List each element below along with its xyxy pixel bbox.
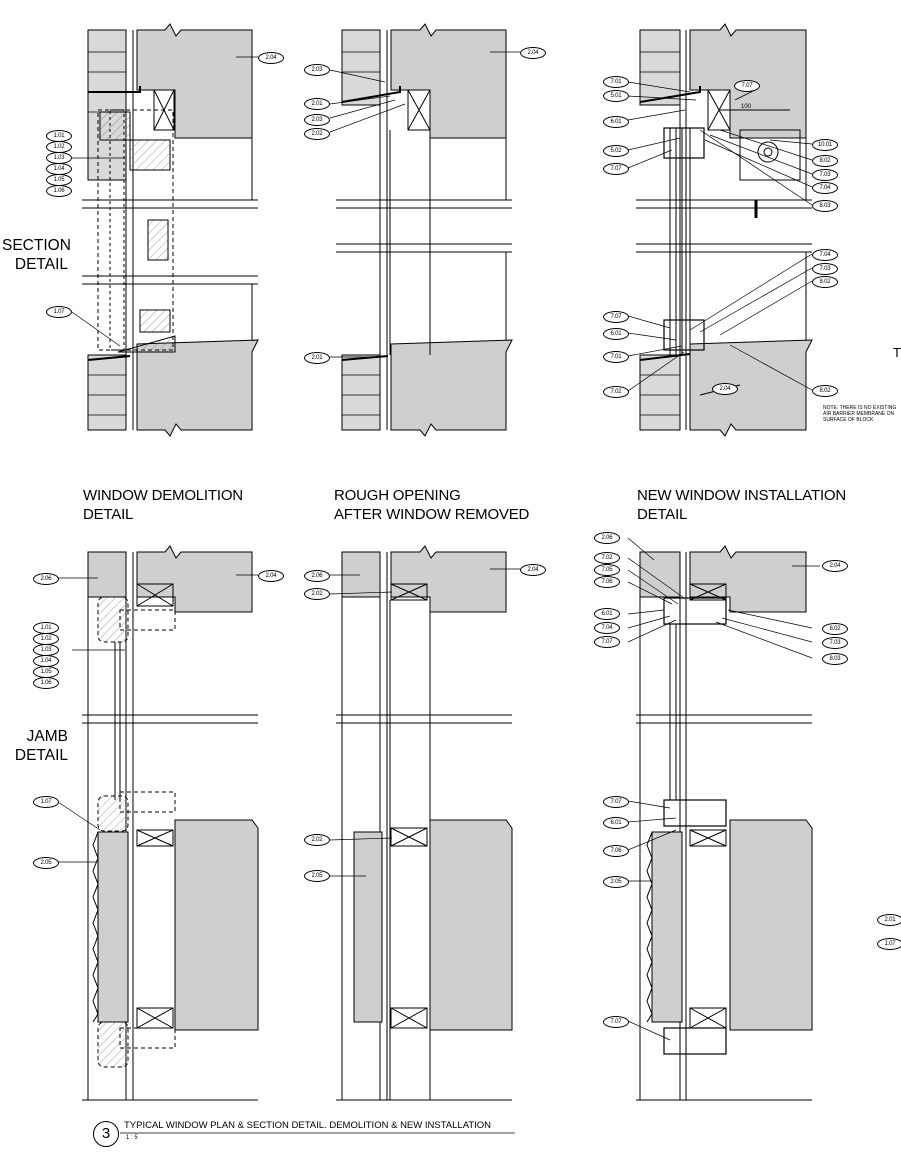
callout-tag: 1.04 (46, 163, 72, 175)
callout-tag: 5.01 (603, 90, 629, 102)
callout-tag: 7.06 (594, 576, 620, 588)
callout-tag: 7.07 (603, 311, 629, 323)
callout-tag: 6.01 (603, 817, 629, 829)
callout-tag: 7.04 (594, 622, 620, 634)
callout-tag: 2.06 (33, 573, 59, 585)
callout-tag: 2.03 (304, 64, 330, 76)
callout-tag: 1.01 (46, 130, 72, 142)
title-rough-opening: ROUGH OPENING AFTER WINDOW REMOVED (334, 487, 530, 523)
callout-tag: 7.07 (603, 163, 629, 175)
callout-tag: 2.05 (603, 876, 629, 888)
callout-tag: 2.04 (520, 47, 546, 59)
callout-tag: 6.01 (594, 608, 620, 620)
callout-tag: 1.05 (33, 666, 59, 678)
callout-tag: 2.05 (304, 870, 330, 882)
callout-tag: 8.02 (812, 276, 838, 288)
callout-tag: 1.03 (33, 644, 59, 656)
callout-tag: 7.07 (603, 1016, 629, 1028)
jamb-demolition (82, 546, 258, 1100)
detail-number: 3 (93, 1121, 119, 1147)
callout-tag: 2.01 (877, 914, 901, 926)
callout-tag: 10.01 (812, 139, 838, 151)
jamb-rough-opening (336, 546, 512, 1100)
callout-tag: 8.02 (822, 623, 848, 635)
jamb-new-installation (636, 546, 812, 1100)
callout-tag: 7.03 (812, 263, 838, 275)
callout-tag: 2.01 (304, 98, 330, 110)
callout-tag: 2.02 (304, 128, 330, 140)
callout-tag: 2.02 (304, 834, 330, 846)
callout-tag: 7.01 (603, 76, 629, 88)
section-new-installation (636, 24, 812, 436)
dimension-100: 100 (741, 104, 752, 110)
section-demolition (82, 24, 258, 436)
callout-tag: 8.03 (822, 653, 848, 665)
title-new-window-installation: NEW WINDOW INSTALLATION DETAIL (637, 487, 847, 523)
callout-tag: 1.05 (46, 174, 72, 186)
callout-tag: 7.07 (594, 636, 620, 648)
callout-tag: 7.05 (594, 564, 620, 576)
callout-tag: 2.02 (304, 588, 330, 600)
callout-tag: 1.07 (877, 938, 901, 950)
callout-tag: 2.04 (258, 52, 284, 64)
callout-tag: 7.04 (812, 182, 838, 194)
callout-tag: 6.01 (603, 328, 629, 340)
callout-tag: 2.06 (304, 570, 330, 582)
callout-tag: 7.07 (734, 80, 760, 92)
title-window-demolition: WINDOW DEMOLITION DETAIL (83, 487, 243, 523)
label-section-detail: SECTION DETAIL (2, 237, 71, 273)
section-rough-opening (336, 24, 512, 436)
callout-tag: 8.02 (812, 155, 838, 167)
callout-tag: 5.02 (603, 145, 629, 157)
callout-tag: 1.03 (46, 152, 72, 164)
callout-tag: 1.07 (33, 796, 59, 808)
callout-tag: 7.06 (603, 845, 629, 857)
callout-tag: 1.07 (46, 306, 72, 318)
callout-tag: 7.03 (812, 169, 838, 181)
callout-tag: 2.06 (594, 532, 620, 544)
callout-tag: 7.01 (603, 351, 629, 363)
callout-tag: 7.03 (822, 637, 848, 649)
callout-tag: 1.06 (46, 185, 72, 197)
callout-tag: 1.02 (33, 633, 59, 645)
note-air-barrier: NOTE: THERE IS NO EXISTING AIR BARRIER MEMBRANE ON SURFACE OF BLOCK (823, 405, 897, 423)
cut-letter: T (893, 345, 901, 360)
callout-tag: 8.03 (812, 200, 838, 212)
detail-scale: 1 : 5 (126, 1135, 138, 1141)
callout-tag: 2.05 (33, 857, 59, 869)
callout-tag: 2.03 (304, 114, 330, 126)
label-jamb-detail: JAMB DETAIL (14, 728, 68, 764)
callout-tag: 1.06 (33, 677, 59, 689)
callout-tag: 7.04 (812, 249, 838, 261)
callout-tag: 7.02 (594, 552, 620, 564)
callout-tag: 1.01 (33, 622, 59, 634)
callout-tag: 6.01 (603, 116, 629, 128)
callout-tag: 2.04 (822, 560, 848, 572)
callout-tag: 2.04 (258, 570, 284, 582)
callout-tag: 2.04 (712, 383, 738, 395)
callout-tag: 1.04 (33, 655, 59, 667)
callout-tag: 2.04 (520, 564, 546, 576)
callout-tag: 7.07 (603, 796, 629, 808)
callout-tag: 7.02 (603, 386, 629, 398)
callout-tag: 1.02 (46, 141, 72, 153)
callout-tag: 8.02 (812, 385, 838, 397)
detail-title: TYPICAL WINDOW PLAN & SECTION DETAIL. DEMOLITION & NEW INSTALLATION (124, 1120, 492, 1131)
callout-tag: 2.01 (304, 352, 330, 364)
